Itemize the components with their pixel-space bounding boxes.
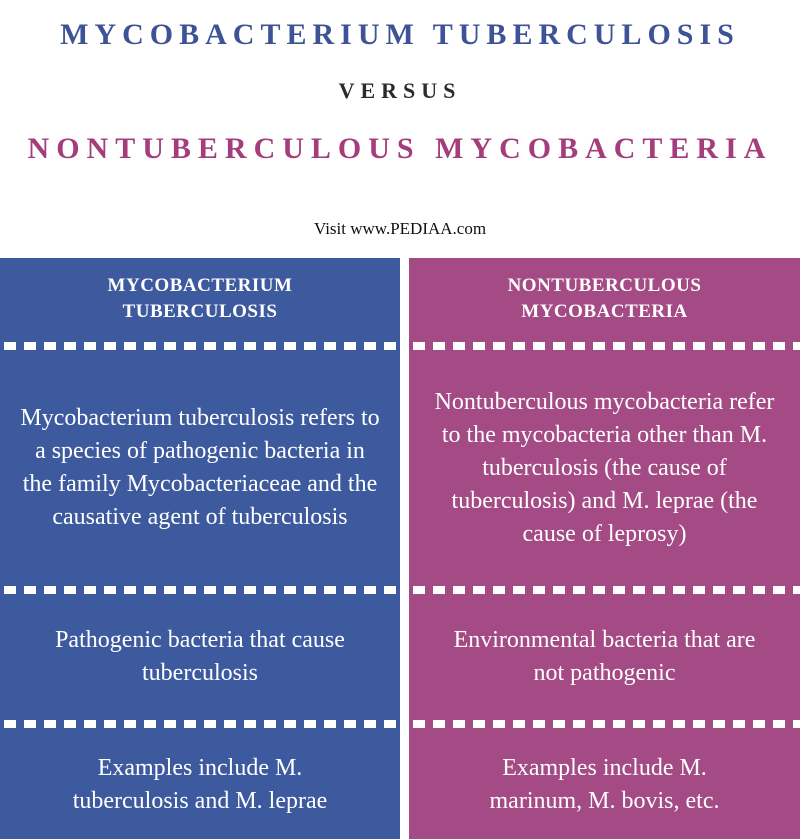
main-title: MYCOBACTERIUM TUBERCULOSIS bbox=[60, 18, 740, 51]
dotted-divider bbox=[409, 340, 800, 352]
source-credit: Visit www.PEDIAA.com bbox=[313, 219, 487, 238]
versus-label: VERSUS bbox=[338, 78, 462, 103]
secondary-title: NONTUBERCULOUS MYCOBACTERIA bbox=[27, 132, 773, 165]
definition-cell: Mycobacterium tuberculosis refers to a species of pathogenic bacteria in the family Mycobacteriaceae and the causative agent of tuberculosis bbox=[20, 405, 380, 530]
definition-cell: Nontuberculous mycobacteria refer to the mycobacteria other than M. tuberculosis (the cause of tuberculosis) and M. leprae (the cause of leprosy) bbox=[434, 388, 775, 547]
examples-cell: Examples include M. tuberculosis and M. leprae bbox=[72, 754, 328, 814]
dotted-divider bbox=[409, 718, 800, 730]
dotted-divider bbox=[0, 718, 400, 730]
pathogenicity-cell: Pathogenic bacteria that cause tuberculosis bbox=[55, 627, 345, 686]
dotted-divider bbox=[0, 340, 400, 352]
dotted-divider bbox=[409, 584, 800, 596]
column-header: MYCOBACTERIUM TUBERCULOSIS bbox=[107, 275, 293, 322]
examples-cell: Examples include M. marinum, M. bovis, etc. bbox=[489, 754, 720, 814]
pathogenicity-cell: Environmental bacteria that are not pathogenic bbox=[453, 627, 756, 686]
dotted-divider bbox=[0, 584, 400, 596]
column-mycobacterium-tuberculosis bbox=[0, 258, 400, 839]
column-nontuberculous-mycobacteria bbox=[409, 258, 800, 839]
column-header: NONTUBERCULOUS MYCOBACTERIA bbox=[507, 275, 702, 322]
